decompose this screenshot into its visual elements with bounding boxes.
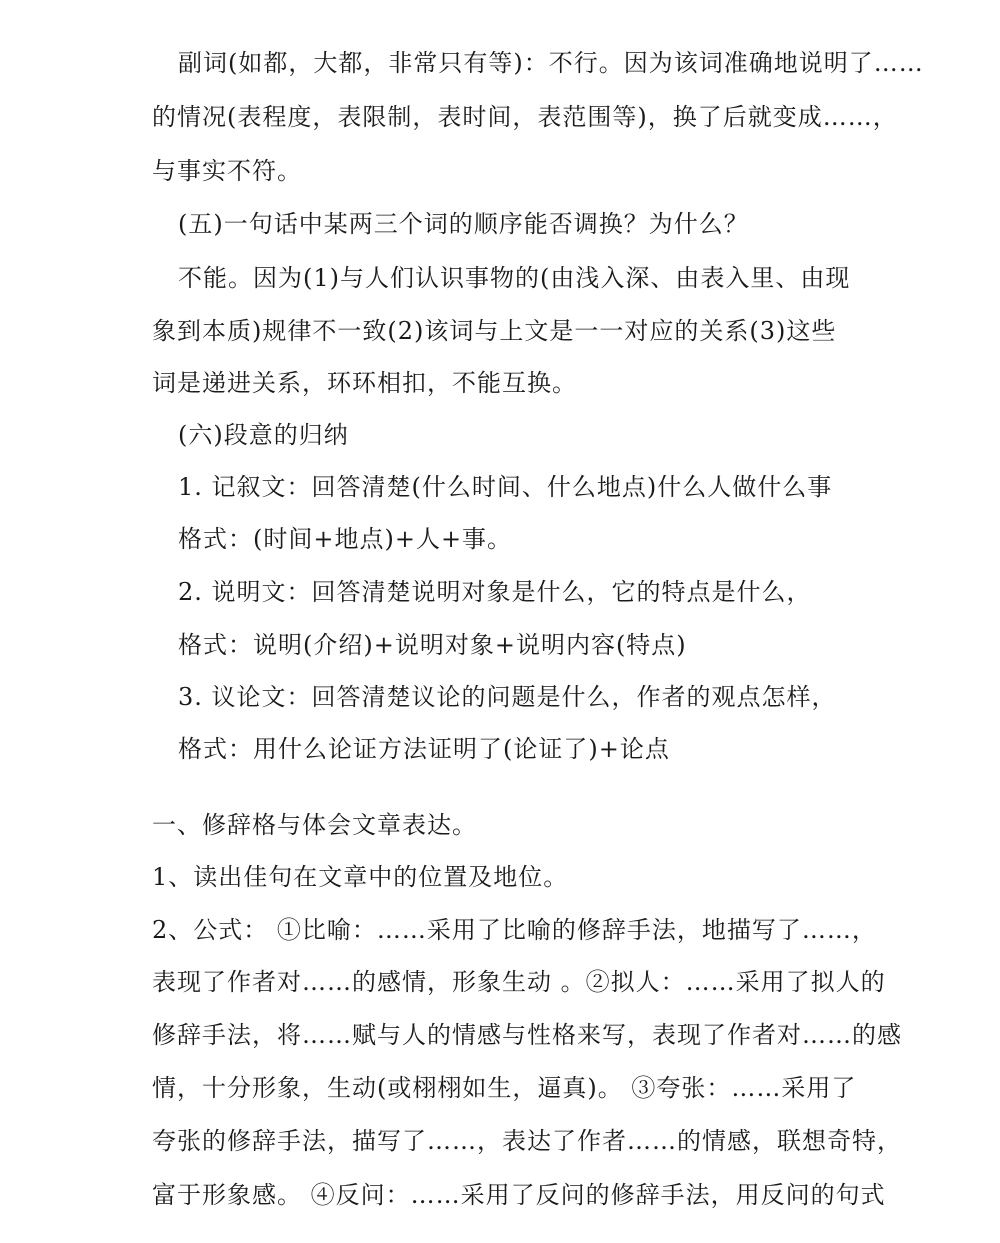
text-line-10: 格式：(时间+地点)+人+事。	[178, 525, 513, 553]
section-heading-five: (五)一句话中某两三个词的顺序能否调换？为什么？	[178, 210, 749, 238]
text-line-20: 情，十分形象，生动(或栩栩如生，逼真)。 ③夸张：……采用了	[152, 1074, 857, 1102]
text-line-1: 副词(如都，大都，非常只有等)：不行。因为该词准确地说明了……	[178, 49, 924, 77]
text-line-17: 2、公式： ①比喻：……采用了比喻的修辞手法，地描写了……，	[152, 916, 877, 944]
text-line-11: 2. 说明文：回答清楚说明对象是什么，它的特点是什么，	[178, 578, 812, 606]
text-line-18: 表现了作者对……的感情，形象生动 。②拟人：……采用了拟人的	[152, 968, 886, 996]
text-line-3: 与事实不符。	[152, 157, 302, 185]
text-line-14: 格式：用什么论证方法证明了(论证了)+论点	[178, 735, 670, 763]
text-line-12: 格式：说明(介绍)+说明对象+说明内容(特点)	[178, 631, 687, 659]
text-line-21: 夸张的修辞手法，描写了……，表达了作者……的情感，联想奇特，	[152, 1127, 902, 1155]
section-heading-rhetoric: 一、修辞格与体会文章表达。	[152, 811, 477, 839]
text-line-13: 3. 议论文：回答清楚议论的问题是什么，作者的观点怎样，	[178, 683, 837, 711]
text-line-7: 词是递进关系，环环相扣，不能互换。	[152, 369, 577, 397]
text-line-19: 修辞手法，将……赋与人的情感与性格来写，表现了作者对……的感	[152, 1021, 902, 1049]
text-line-9: 1. 记叙文：回答清楚(什么时间、什么地点)什么人做什么事	[178, 473, 833, 501]
text-line-2: 的情况(表程度，表限制，表时间，表范围等)，换了后就变成……，	[152, 103, 898, 131]
section-heading-six: (六)段意的归纳	[178, 421, 349, 449]
text-line-16: 1、读出佳句在文章中的位置及地位。	[152, 863, 569, 891]
text-line-5: 不能。因为(1)与人们认识事物的(由浅入深、由表入里、由现	[178, 264, 851, 292]
text-line-6: 象到本质)规律不一致(2)该词与上文是一一对应的关系(3)这些	[152, 317, 837, 345]
text-line-22: 富于形象感。 ④反问：……采用了反问的修辞手法，用反问的句式	[152, 1181, 886, 1209]
